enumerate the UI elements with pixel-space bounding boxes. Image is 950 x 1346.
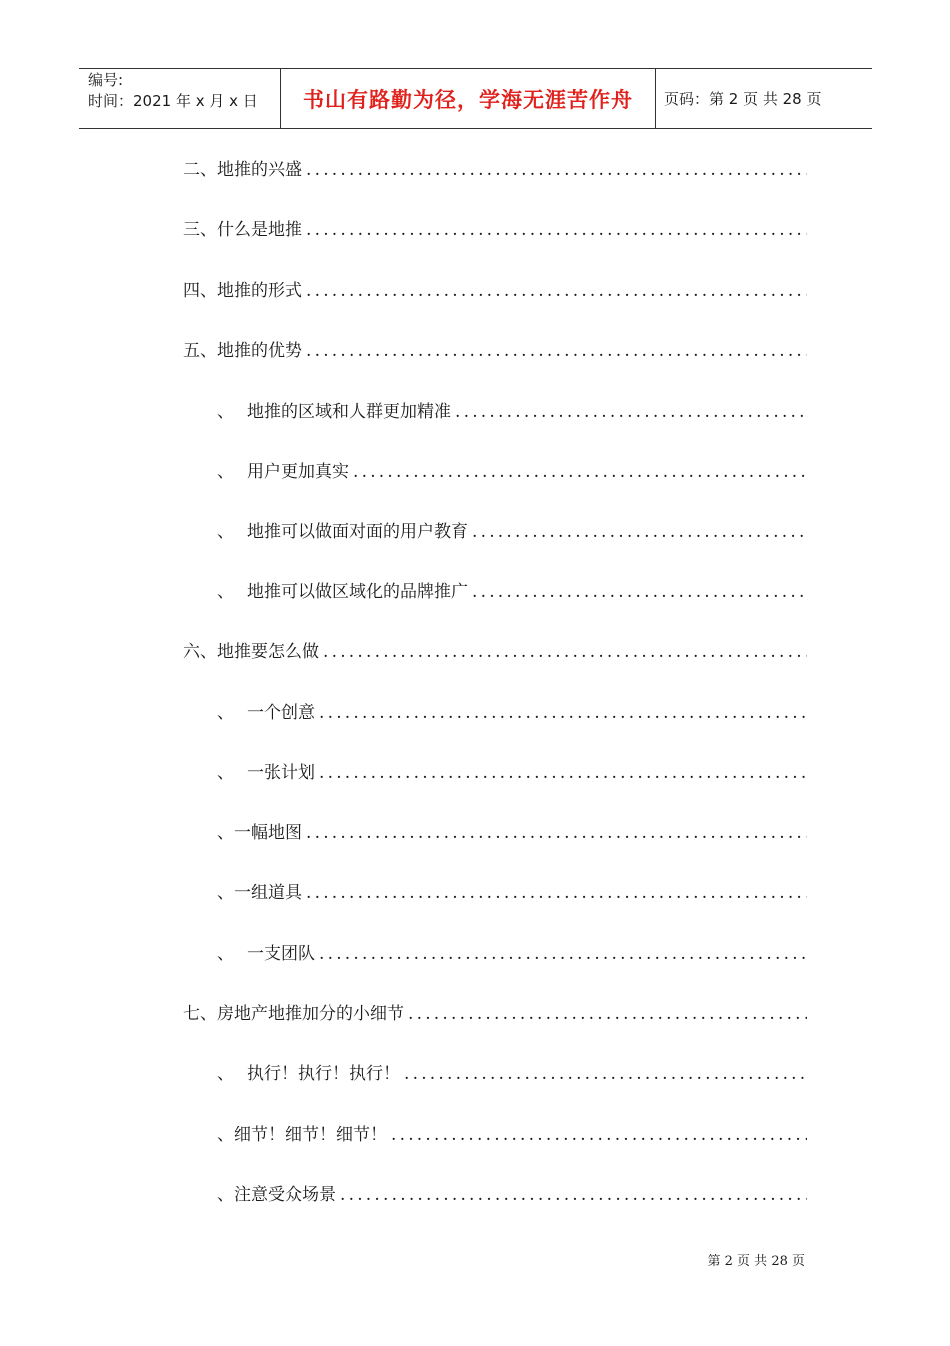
page-footer: 第 2 页 共 28 页 [707,1254,805,1269]
toc-entry[interactable] [217,939,807,963]
document-time-label: 时间：2021 年 x 月 x 日 [88,92,258,110]
toc-entry[interactable] [217,577,807,601]
toc-entry-label: 四、地推的形式 [183,281,302,301]
toc-entry-label: 七、房地产地推加分的小细节 [183,1004,404,1024]
toc-entry[interactable] [183,336,807,360]
toc-entry-label: 一个创意 [247,703,315,723]
toc-leader-dots [404,1064,807,1084]
toc-entry-label: 二、地推的兴盛 [183,160,302,180]
toc-entry-marker: 、 [217,522,234,542]
toc-entry[interactable] [183,999,807,1023]
document-number-label: 编号: [88,71,124,89]
toc-entry-label: 地推的区域和人群更加精准 [247,402,451,422]
toc-entry[interactable] [217,758,807,782]
toc-entry[interactable] [217,457,807,481]
toc-entry-label: 地推可以做面对面的用户教育 [247,522,468,542]
toc-leader-dots [306,220,807,240]
toc-leader-dots [472,582,807,602]
toc-leader-dots [306,281,807,301]
toc-entry-label: 、一幅地图 [217,823,302,843]
toc-entry[interactable] [183,155,807,179]
toc-leader-dots [306,341,807,361]
toc-leader-dots [408,1004,807,1024]
toc-entry[interactable] [217,1059,807,1083]
toc-leader-dots [391,1125,807,1145]
header-page-info: 页码：第 2 页 共 28 页 [664,90,822,108]
toc-leader-dots [319,944,807,964]
toc-entry-marker: 、 [217,944,234,964]
toc-entry[interactable] [183,215,807,239]
toc-leader-dots [353,462,807,482]
toc-leader-dots [319,703,807,723]
toc-entry[interactable] [217,517,807,541]
toc-leader-dots [472,522,807,542]
toc-entry-label: 三、什么是地推 [183,220,302,240]
toc-entry-label: 用户更加真实 [247,462,349,482]
toc-leader-dots [455,402,807,422]
toc-entry-label: 一支团队 [247,944,315,964]
toc-entry[interactable] [217,878,807,902]
toc-leader-dots [323,642,807,662]
toc-entry-label: 执行！执行！执行！ [247,1064,400,1084]
toc-entry[interactable] [183,276,807,300]
toc-entry-label: 、细节！细节！细节！ [217,1125,387,1145]
toc-leader-dots [340,1185,807,1205]
header-motto: 书山有路勤为径，学海无涯苦作舟 [281,69,656,128]
toc-entry-marker: 、 [217,582,234,602]
toc-entry-label: 一张计划 [247,763,315,783]
toc-entry-marker: 、 [217,763,234,783]
toc-entry-marker: 、 [217,1064,234,1084]
toc-entry-label: 、注意受众场景 [217,1185,336,1205]
toc-entry-label: 、一组道具 [217,883,302,903]
toc-entry[interactable] [217,1180,807,1204]
toc-leader-dots [319,763,807,783]
toc-entry-marker: 、 [217,402,234,422]
toc-entry-label: 五、地推的优势 [183,341,302,361]
toc-entry-label: 地推可以做区域化的品牌推广 [247,582,468,602]
toc-entry[interactable] [183,637,807,661]
toc-entry-marker: 、 [217,703,234,723]
toc-entry-label: 六、地推要怎么做 [183,642,319,662]
toc-leader-dots [306,823,807,843]
toc-entry[interactable] [217,1120,807,1144]
toc-entry[interactable] [217,698,807,722]
toc-entry[interactable] [217,397,807,421]
toc-leader-dots [306,160,807,180]
toc-entry-marker: 、 [217,462,234,482]
toc-entry[interactable] [217,818,807,842]
toc-leader-dots [306,883,807,903]
